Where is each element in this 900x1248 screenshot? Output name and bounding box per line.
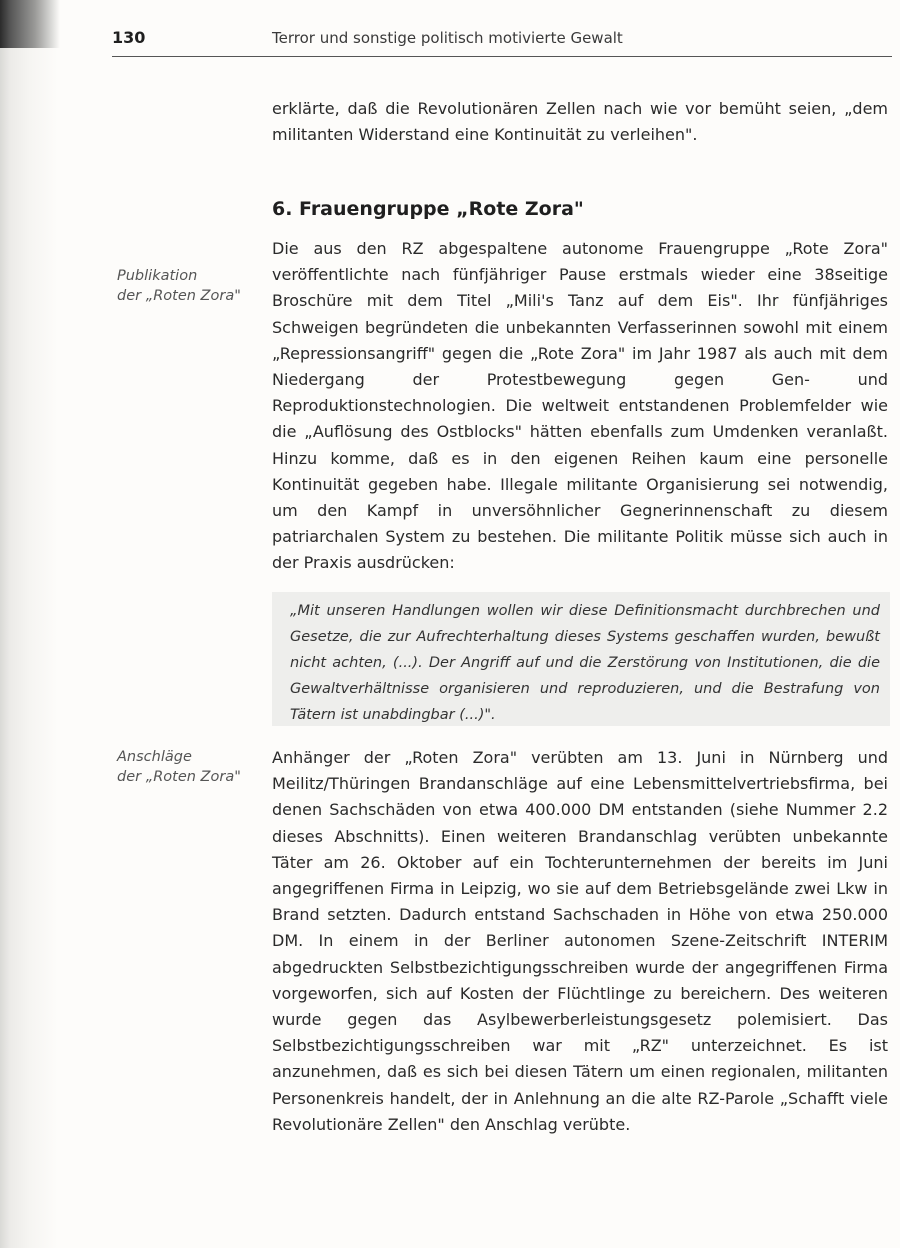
section-paragraph-2: Anhänger der „Roten Zora" verübten am 13. Juni in Nürnberg und Meilitz/Thüringen Brandanschläge auf eine Lebensmittelvertriebsfirma, bei denen Sachschäden von etwa 400.000 DM entstanden (siehe Nummer 2.2 dieses Abschnitts). Einen weiteren Brandanschlag verübten unbekannte Täter am 26. Oktober auf ein Tochterunternehmen der bereits im Juni angegriffenen Firma in Leipzig, wo sie auf dem Betriebsgelände zwei Lkw in Brand setzten. Dadurch entstand Sachschaden in Höhe von etwa 250.000 DM. In einem in der Berliner autonomen Szene-Zeitschrift INTERIM abgedruckten Selbstbezichtigungsschreiben wurde der angegriffenen Firma vorgeworfen, sich auf Kosten der Flüchtlinge zu bereichern. Des weiteren wurde gegen das Asylbewerberleistungsgesetz polemisiert. Das Selbstbezichtigungsschreiben war mit „RZ" unterzeichnet. Es ist anzunehmen, daß es sich bei diesen Tätern um einen regionalen, militanten Personenkreis handelt, der in Anlehnung an die alte RZ-Parole „Schafft viele Revolutionäre Zellen" den Anschlag verübte.: [272, 748, 888, 1134]
margin-note-attacks: [117, 747, 257, 787]
page-binding-shadow: [0, 0, 58, 1248]
page-header: [112, 28, 888, 54]
margin-note-line: Publikation: [117, 268, 198, 284]
intro-paragraph: erklärte, daß die Revolutionären Zellen nach wie vor bemüht seien, „dem militanten Widerstand eine Kontinuität zu verleihen".: [272, 99, 888, 145]
page-corner-shadow: [0, 0, 60, 48]
margin-note-publication: [117, 266, 257, 306]
header-rule: [112, 56, 892, 57]
section-paragraph-1: Die aus den RZ abgespaltene autonome Frauengruppe „Rote Zora" veröffentlichte nach fünfjähriger Pause erstmals wieder eine 38seitige Broschüre mit dem Titel „Mili's Tanz auf dem Eis". Ihr fünfjähriges Schweigen begründeten die unbekannten Verfasserinnen sowohl mit einem „Repressionsangriff" gegen die „Rote Zora" im Jahr 1987 als auch mit dem Niedergang der Protestbewegung gegen Gen- und Reproduktionstechnologien. Die weltweit entstandenen Problemfelder wie die „Auflösung des Ostblocks" hätten ebenfalls zum Umdenken veranlaßt. Hinzu komme, daß es in den eigenen Reihen kaum eine personelle Kontinuität gegeben habe. Illegale militante Organisierung sei notwendig, um den Kampf in unversöhnlicher Gegnerinnenschaft zu diesem patriarchalen System zu bestehen. Die militante Politik müsse sich auch in der Praxis ausdrücken:: [272, 239, 888, 573]
margin-note-line: Anschläge: [117, 749, 192, 765]
running-head: Terror und sonstige politisch motivierte Gewalt: [272, 29, 623, 47]
margin-note-line: der „Roten Zora": [117, 769, 241, 785]
margin-note-line: der „Roten Zora": [117, 288, 241, 304]
page-number: 130: [112, 28, 146, 47]
section-heading: 6. Frauengruppe „Rote Zora": [272, 198, 584, 220]
block-quote: „Mit unseren Handlungen wollen wir diese Definitionsmacht durchbrechen und Gesetze, die zur Aufrechterhaltung dieses Systems geschaffen wurden, bewußt nicht achten, (...). Der Angriff auf und die Zerstörung von Institutionen, die die Gewaltverhältnisse organisieren und reproduzieren, und die Bestrafung von Tätern ist unabdingbar (...)".: [290, 603, 880, 723]
